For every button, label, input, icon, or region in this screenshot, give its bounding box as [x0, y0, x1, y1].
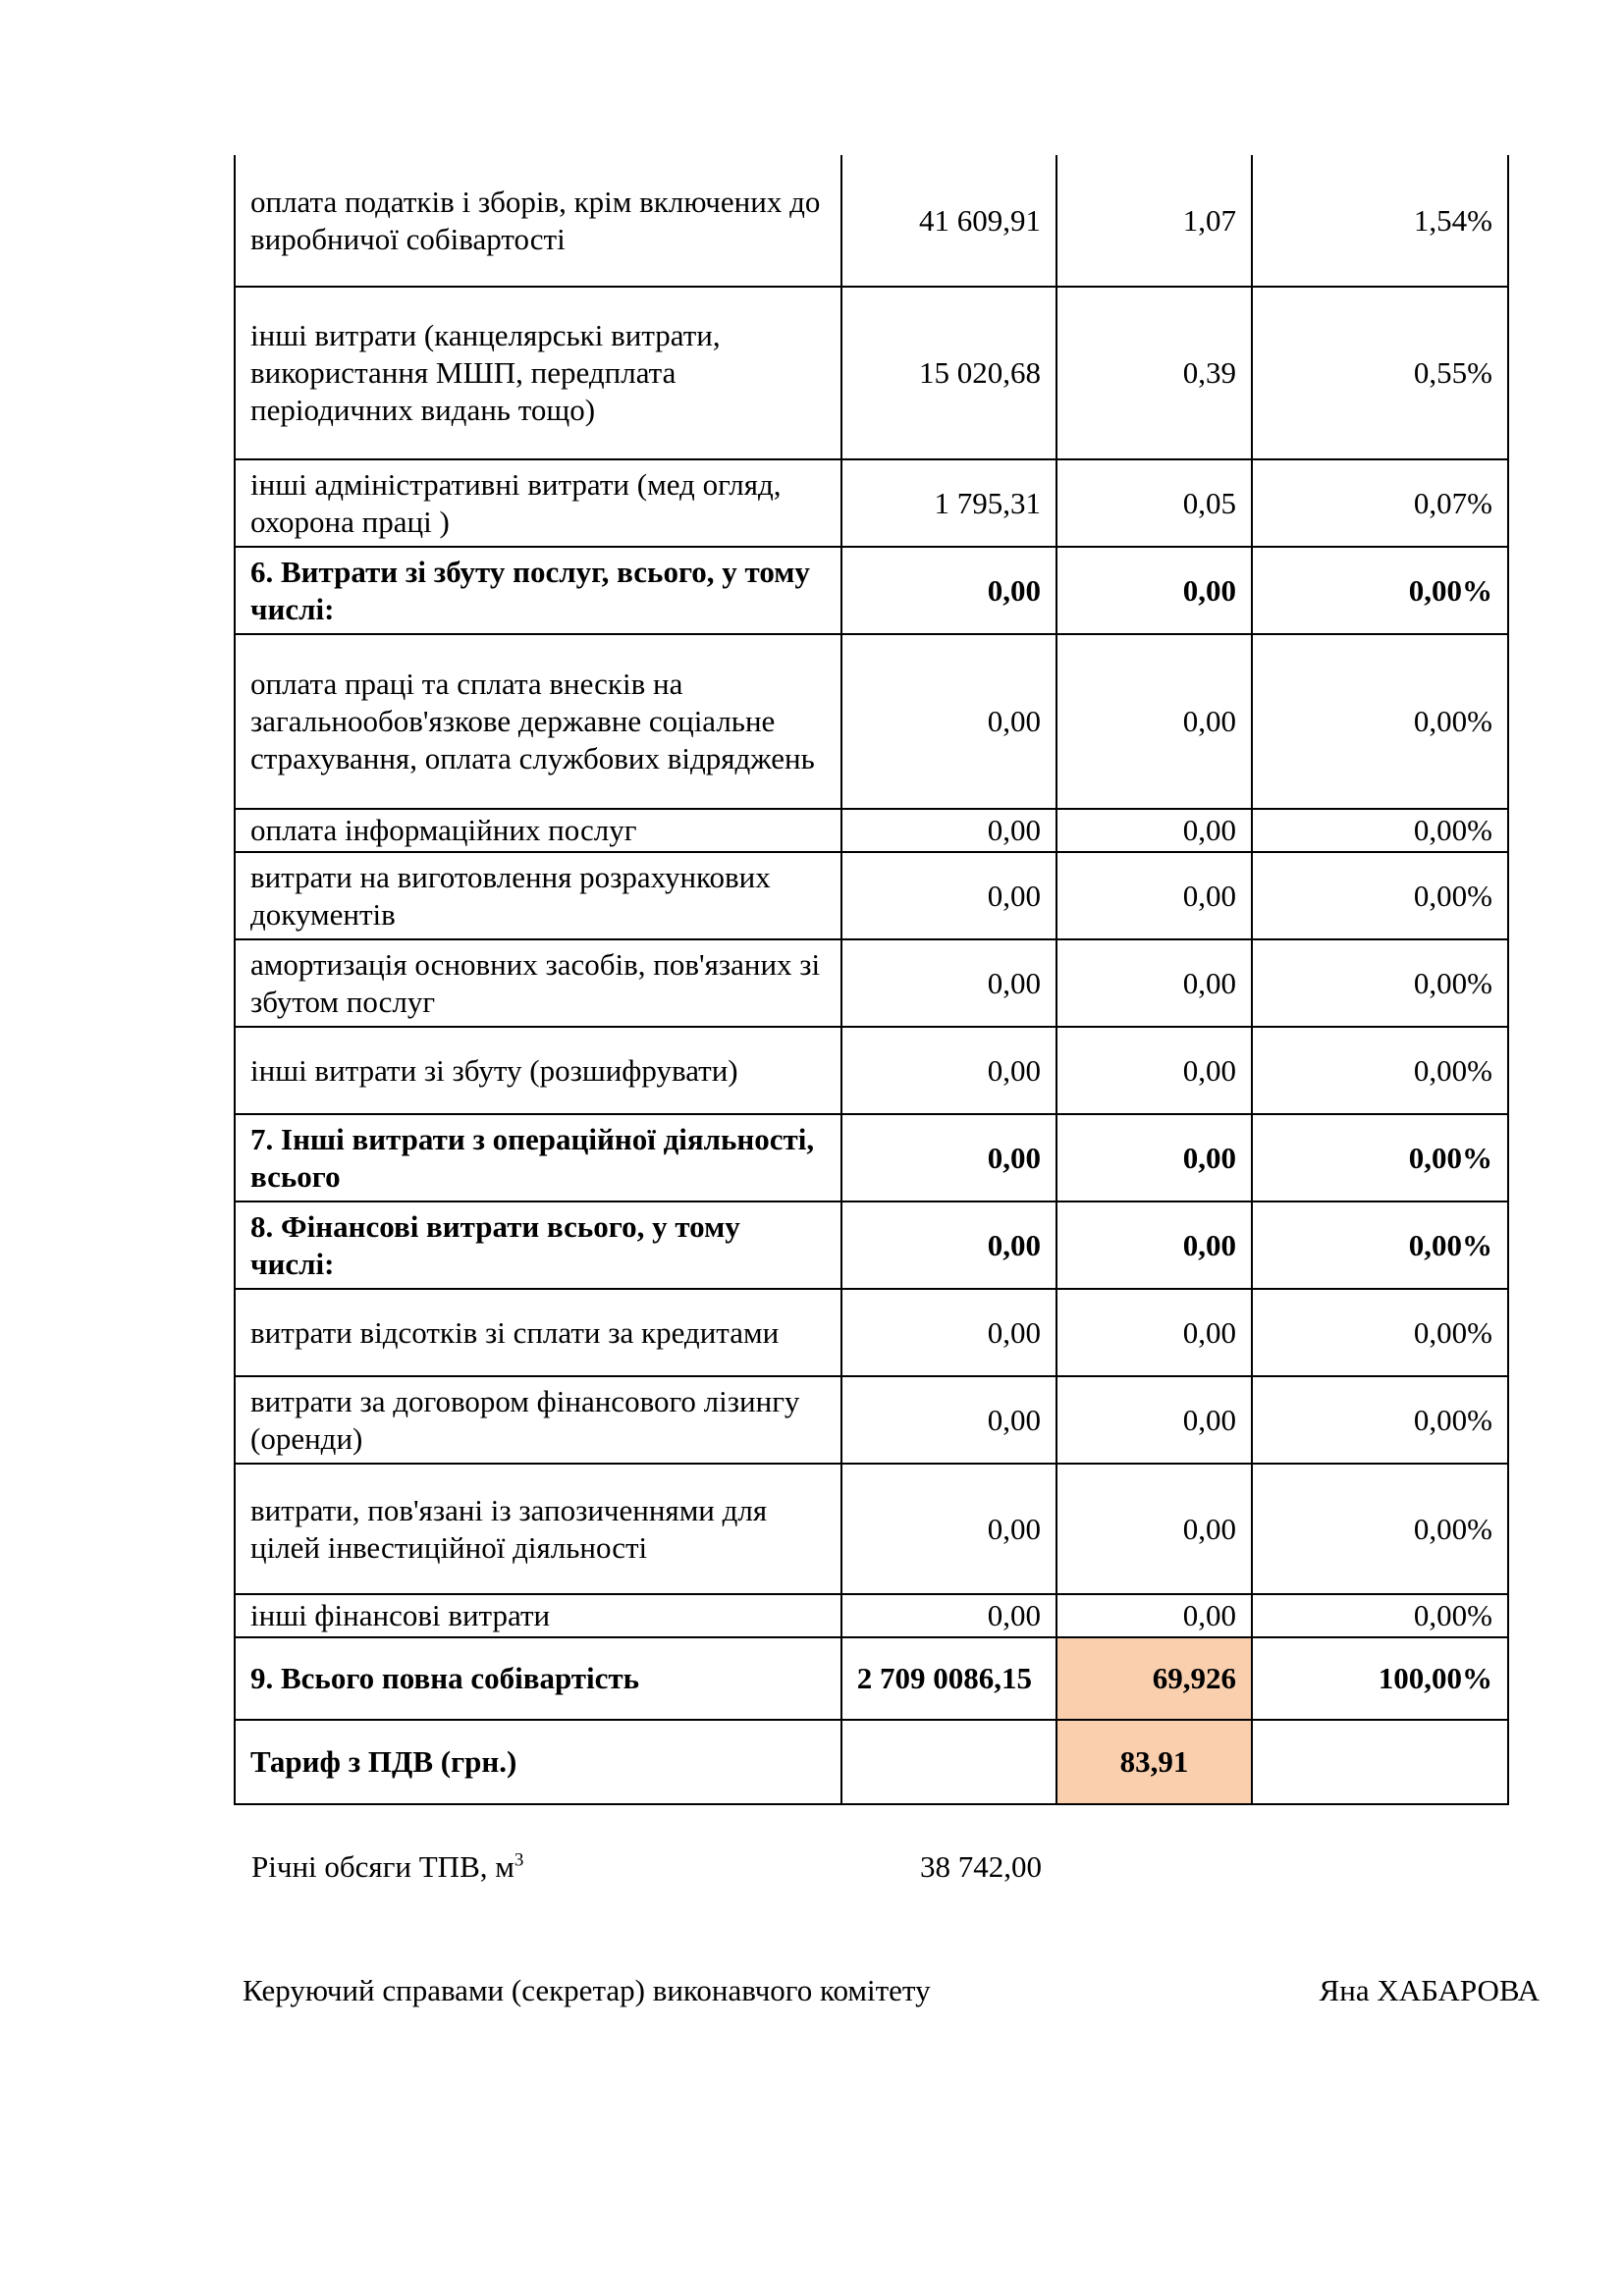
row-sum: 0,00	[841, 1376, 1056, 1464]
table-row	[235, 459, 1508, 547]
row-per-unit: 0,00	[1056, 1114, 1252, 1201]
row-per-unit: 0,00	[1056, 1289, 1252, 1376]
row-label: оплата інформаційних послуг	[235, 809, 841, 852]
table-row	[235, 1464, 1508, 1594]
row-per-unit: 0,00	[1056, 1376, 1252, 1464]
row-share: 0,00%	[1252, 939, 1508, 1027]
row-per-unit: 0,00	[1056, 1201, 1252, 1289]
table-row	[235, 939, 1508, 1027]
row-per-unit: 0,39	[1056, 287, 1252, 459]
row-label: амортизація основних засобів, пов'язаних зі збутом послуг	[235, 939, 841, 1027]
row-sum: 0,00	[841, 1289, 1056, 1376]
row-share: 0,00%	[1252, 547, 1508, 634]
row-label: витрати відсотків зі сплати за кредитами	[235, 1289, 841, 1376]
table-row	[235, 634, 1508, 809]
signatory-position: Керуючий справами (секретар) виконавчого комітету	[243, 1973, 931, 2007]
row-share: 0,00%	[1252, 1027, 1508, 1114]
table-row	[235, 809, 1508, 852]
row-per-unit: 0,00	[1056, 939, 1252, 1027]
table-row	[235, 852, 1508, 939]
row-per-unit: 0,00	[1056, 1464, 1252, 1594]
tariff-row	[235, 1720, 1508, 1804]
total-label: 9. Всього повна собівартість	[235, 1637, 841, 1720]
row-per-unit: 0,00	[1056, 1027, 1252, 1114]
section-label: 7. Інші витрати з операційної діяльності, всього	[235, 1114, 841, 1201]
row-label: інші фінансові витрати	[235, 1594, 841, 1637]
table-row	[235, 155, 1508, 287]
tariff-label: Тариф з ПДВ (грн.)	[235, 1720, 841, 1804]
unit-superscript: 3	[514, 1849, 524, 1871]
table-row	[235, 1289, 1508, 1376]
row-sum: 0,00	[841, 1594, 1056, 1637]
table-row	[235, 1376, 1508, 1464]
annual-volume-label	[251, 1847, 523, 1887]
row-per-unit: 0,00	[1056, 809, 1252, 852]
row-label: інші витрати (канцелярські витрати, використання МШП, передплата періодичних видань тощо)	[235, 287, 841, 459]
tariff-value: 83,91	[1056, 1720, 1252, 1804]
tariff-empty-cell	[1252, 1720, 1508, 1804]
row-share: 0,00%	[1252, 1376, 1508, 1464]
row-sum: 0,00	[841, 809, 1056, 852]
row-per-unit: 0,00	[1056, 547, 1252, 634]
row-per-unit: 0,00	[1056, 1594, 1252, 1637]
row-sum: 0,00	[841, 852, 1056, 939]
total-sum: 2 709 0086,15	[841, 1637, 1056, 1720]
row-label: інші адміністративні витрати (мед огляд, охорона праці )	[235, 459, 841, 547]
section-row	[235, 1114, 1508, 1201]
total-row	[235, 1637, 1508, 1720]
tariff-empty-cell	[841, 1720, 1056, 1804]
row-share: 0,00%	[1252, 1594, 1508, 1637]
row-share: 0,00%	[1252, 1201, 1508, 1289]
row-sum: 0,00	[841, 1464, 1056, 1594]
row-sum: 0,00	[841, 1114, 1056, 1201]
row-sum: 1 795,31	[841, 459, 1056, 547]
annual-volume-label-text: Річні обсяги ТПВ, м	[251, 1849, 514, 1884]
row-label: витрати, пов'язані із запозиченнями для цілей інвестиційної діяльності	[235, 1464, 841, 1594]
total-per-unit: 69,926	[1056, 1637, 1252, 1720]
row-sum: 15 020,68	[841, 287, 1056, 459]
row-sum: 0,00	[841, 939, 1056, 1027]
annual-volume-value: 38 742,00	[920, 1849, 1042, 1884]
section-label: 6. Витрати зі збуту послуг, всього, у тому числі:	[235, 547, 841, 634]
row-label: оплата праці та сплата внесків на загальнообов'язкове державне соціальне страхування, оплата службових відряджень	[235, 634, 841, 809]
row-share: 0,00%	[1252, 1289, 1508, 1376]
table-row	[235, 287, 1508, 459]
section-row	[235, 547, 1508, 634]
row-label: витрати за договором фінансового лізингу (оренди)	[235, 1376, 841, 1464]
row-share: 0,00%	[1252, 852, 1508, 939]
total-share: 100,00%	[1252, 1637, 1508, 1720]
row-sum: 0,00	[841, 1027, 1056, 1114]
row-per-unit: 0,05	[1056, 459, 1252, 547]
row-sum: 0,00	[841, 634, 1056, 809]
signatory-name: Яна ХАБАРОВА	[1319, 1973, 1540, 2007]
row-sum: 41 609,91	[841, 155, 1056, 287]
section-row	[235, 1201, 1508, 1289]
cost-table	[234, 155, 1509, 1805]
row-share: 1,54%	[1252, 155, 1508, 287]
row-share: 0,00%	[1252, 634, 1508, 809]
row-share: 0,00%	[1252, 1464, 1508, 1594]
row-label: оплата податків і зборів, крім включених до виробничої собівартості	[235, 155, 841, 287]
row-per-unit: 0,00	[1056, 634, 1252, 809]
table-row	[235, 1594, 1508, 1637]
row-label: інші витрати зі збуту (розшифрувати)	[235, 1027, 841, 1114]
row-share: 0,07%	[1252, 459, 1508, 547]
row-per-unit: 0,00	[1056, 852, 1252, 939]
row-sum: 0,00	[841, 1201, 1056, 1289]
row-sum: 0,00	[841, 547, 1056, 634]
row-label: витрати на виготовлення розрахункових документів	[235, 852, 841, 939]
row-share: 0,00%	[1252, 809, 1508, 852]
table-row	[235, 1027, 1508, 1114]
section-label: 8. Фінансові витрати всього, у тому числі:	[235, 1201, 841, 1289]
row-share: 0,55%	[1252, 287, 1508, 459]
row-per-unit: 1,07	[1056, 155, 1252, 287]
row-share: 0,00%	[1252, 1114, 1508, 1201]
